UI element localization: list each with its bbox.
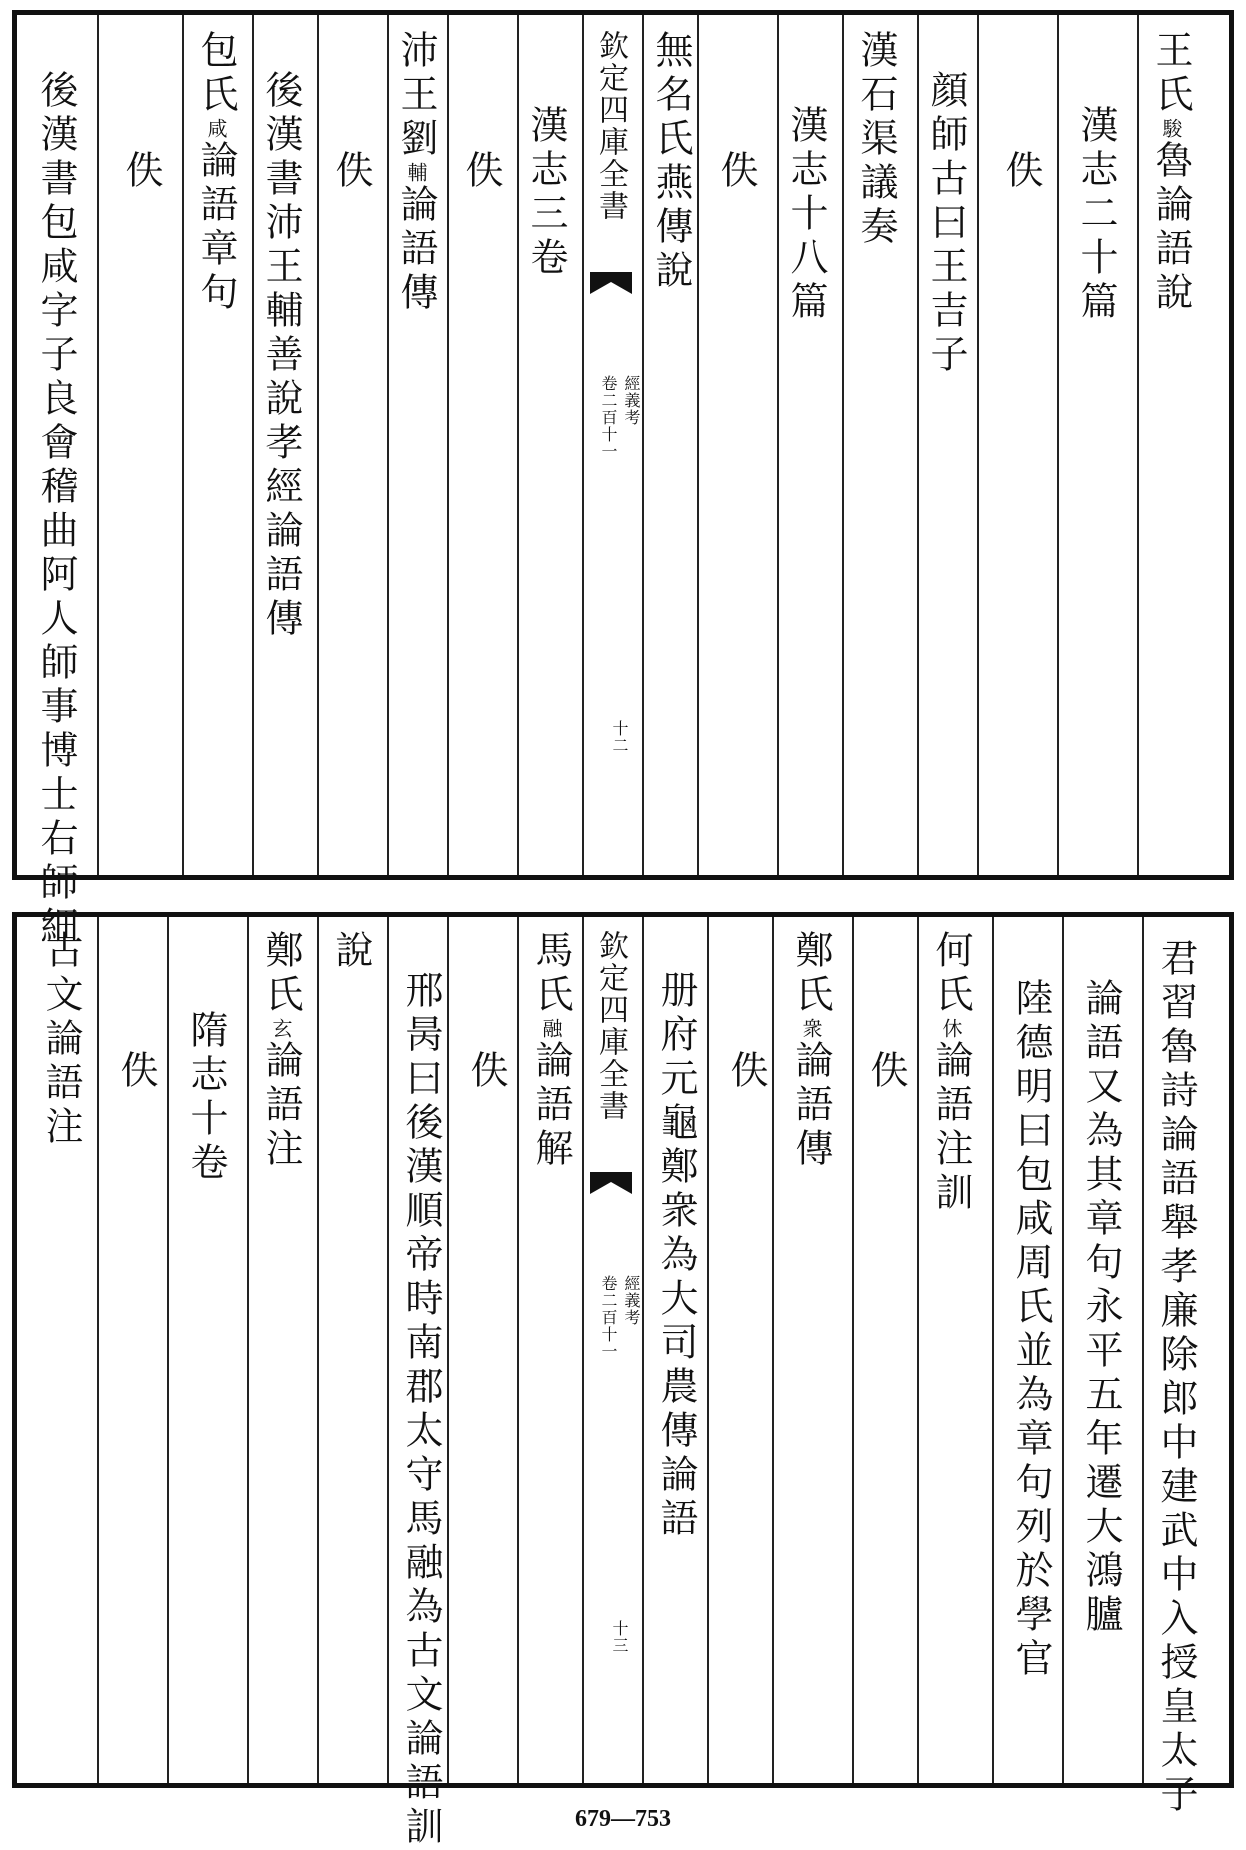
text-column: 王氏駿魯論語說 <box>1149 30 1193 316</box>
column-rule <box>852 917 854 1783</box>
column-rule <box>642 15 644 875</box>
column-rule <box>1137 15 1139 875</box>
column-rule <box>97 15 99 875</box>
text-column: 佚 <box>329 150 373 194</box>
section-name: 經義考 <box>622 1275 641 1326</box>
text-column: 古文論語注 <box>39 930 83 1150</box>
text-column: 佚 <box>999 150 1043 194</box>
text-column: 沛王劉輔論語傳 <box>394 30 438 316</box>
column-rule <box>777 15 779 875</box>
text-column: 佚 <box>464 1050 508 1094</box>
column-rule <box>252 15 254 875</box>
column-rule <box>772 917 774 1783</box>
column-rule <box>182 15 184 875</box>
text-column: 佚 <box>714 150 758 194</box>
text-column: 馬氏融論語解 <box>529 930 573 1172</box>
fishtail-mark <box>590 1172 632 1194</box>
column-rule <box>992 917 994 1783</box>
book-title: 欽定四庫全書 <box>593 930 628 1122</box>
column-rule <box>977 15 979 875</box>
column-rule <box>517 917 519 1783</box>
text-column: 後漢書包咸字子良會稽曲阿人師事博士右師細 <box>34 70 78 950</box>
text-column: 君習魯詩論語舉孝廉除郎中建武中入授皇太子 <box>1154 938 1198 1818</box>
column-rule <box>582 917 584 1783</box>
text-column: 隋志十卷 <box>184 1010 228 1186</box>
text-column: 漢志十八篇 <box>784 105 828 325</box>
column-rule <box>387 15 389 875</box>
column-rule <box>642 917 644 1783</box>
leaf-number: 十三 <box>610 1620 629 1654</box>
text-column: 說 <box>329 930 373 974</box>
column-rule <box>1062 917 1064 1783</box>
column-rule <box>1057 15 1059 875</box>
text-column: 册府元龜鄭衆為大司農傳論語 <box>654 970 698 1542</box>
text-column: 顔師古曰王吉子 <box>924 70 968 378</box>
section-name: 經義考 <box>622 375 641 426</box>
text-column: 佚 <box>864 1050 908 1094</box>
text-column: 何氏休論語注訓 <box>929 930 973 1216</box>
text-column: 漢志二十篇 <box>1074 105 1118 325</box>
volume-number: 卷二百十一 <box>599 1275 618 1360</box>
page-number: 679—753 <box>575 1806 671 1832</box>
column-rule <box>317 15 319 875</box>
column-rule <box>842 15 844 875</box>
text-column: 漢石渠議奏 <box>854 30 898 250</box>
text-column: 佚 <box>119 150 163 194</box>
column-rule <box>517 15 519 875</box>
column-rule <box>317 917 319 1783</box>
text-column: 包氏咸論語章句 <box>194 30 238 316</box>
column-rule <box>582 15 584 875</box>
column-rule <box>387 917 389 1783</box>
text-column: 無名氏燕傳說 <box>649 30 693 294</box>
text-column: 佚 <box>114 1050 158 1094</box>
text-column: 佚 <box>459 150 503 194</box>
text-column: 鄭氏衆論語傳 <box>789 930 833 1172</box>
column-rule <box>1142 917 1144 1783</box>
text-column: 陸德明曰包咸周氏並為章句列於學官 <box>1009 978 1053 1682</box>
column-rule <box>447 917 449 1783</box>
column-rule <box>167 917 169 1783</box>
text-column: 論語又為其章句永平五年遷大鴻臚 <box>1079 978 1123 1638</box>
text-column: 漢志三卷 <box>524 105 568 281</box>
column-rule <box>697 15 699 875</box>
text-column: 後漢書沛王輔善說孝經論語傳 <box>259 70 303 642</box>
volume-number: 卷二百十一 <box>599 375 618 460</box>
column-rule <box>917 15 919 875</box>
text-column: 邢昺曰後漢順帝時南郡太守馬融為古文論語訓 <box>399 970 443 1850</box>
column-rule <box>247 917 249 1783</box>
text-column: 鄭氏玄論語注 <box>259 930 303 1172</box>
column-rule <box>917 917 919 1783</box>
column-rule <box>447 15 449 875</box>
column-rule <box>97 917 99 1783</box>
leaf-number: 十二 <box>610 720 629 754</box>
text-column: 佚 <box>724 1050 768 1094</box>
book-title: 欽定四庫全書 <box>593 30 628 222</box>
column-rule <box>707 917 709 1783</box>
fishtail-mark <box>590 272 632 294</box>
